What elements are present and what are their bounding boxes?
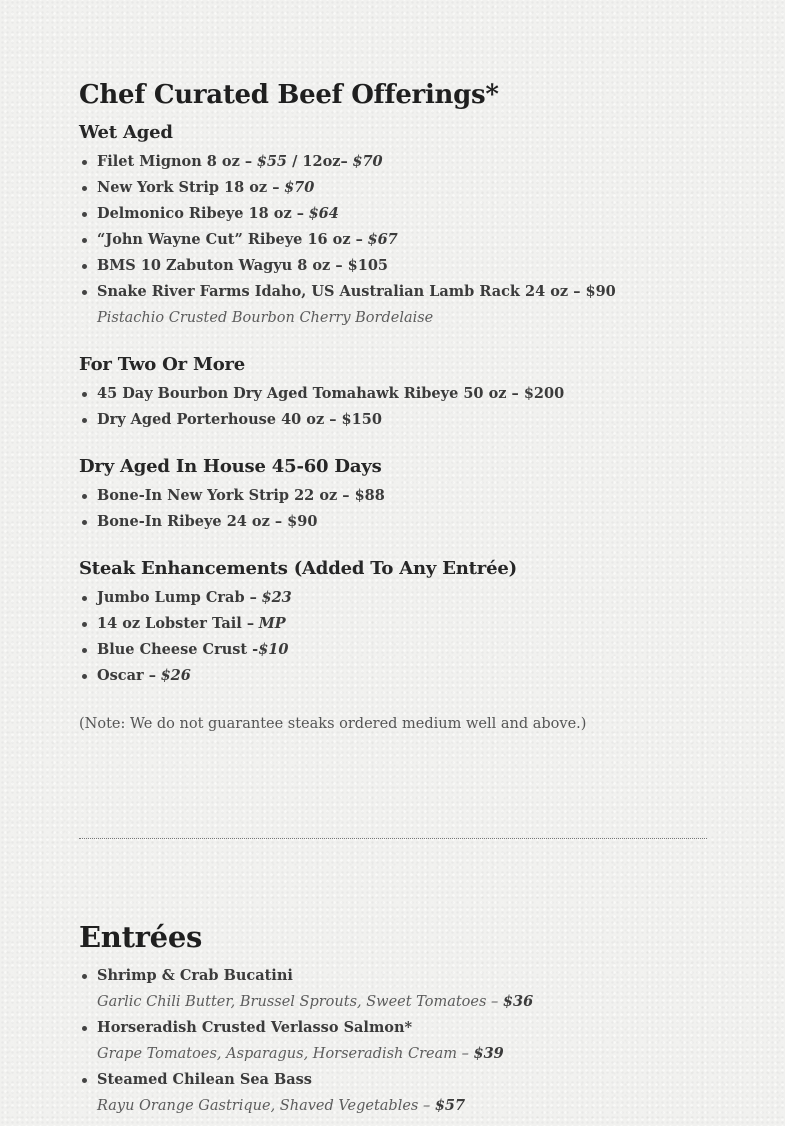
item-name: Steamed Chilean Sea Bass xyxy=(97,1071,312,1088)
list-item xyxy=(79,227,616,253)
list-item xyxy=(79,509,385,535)
list-item xyxy=(79,279,616,331)
list-item xyxy=(79,201,616,227)
item-name: New York Strip 18 oz – xyxy=(97,179,280,196)
item-price: $10 xyxy=(258,641,289,658)
item-name: Dry Aged Porterhouse 40 oz – $150 xyxy=(97,411,382,428)
item-price: $23 xyxy=(261,589,292,606)
item-name: 45 Day Bourbon Dry Aged Tomahawk Ribeye 50 oz – $200 xyxy=(97,385,565,402)
item-price: $57 xyxy=(434,1097,466,1114)
entrees-section xyxy=(79,963,533,1119)
list-item xyxy=(79,483,385,509)
item-price: $39 xyxy=(473,1045,504,1062)
for-two-heading: For Two Or More xyxy=(79,354,246,375)
item-description: Pistachio Crusted Bourbon Cherry Bordelaise xyxy=(97,310,434,326)
list-item xyxy=(79,407,564,433)
dry-aged-heading: Dry Aged In House 45-60 Days xyxy=(79,456,382,477)
entrees-title: Entrées xyxy=(79,920,202,954)
item-price: $36 xyxy=(502,993,534,1010)
list-item xyxy=(79,585,517,611)
item-description: Grape Tomatoes, Asparagus, Horseradish Cream – xyxy=(97,1046,469,1062)
item-price: $64 xyxy=(308,205,339,222)
dry-aged-list xyxy=(79,483,385,535)
item-description: Rayu Orange Gastrique, Shaved Vegetables – xyxy=(97,1098,431,1114)
item-name: Blue Cheese Crust - xyxy=(97,641,259,658)
wet-aged-heading: Wet Aged xyxy=(79,122,173,143)
item-name: Bone-In New York Strip 22 oz – $88 xyxy=(97,487,385,504)
item-name: Delmonico Ribeye 18 oz – xyxy=(97,205,304,222)
item-price: $67 xyxy=(367,231,398,248)
item-name: Jumbo Lump Crab – xyxy=(97,589,257,606)
item-price: $70 xyxy=(284,179,315,196)
item-extra: / 12oz– xyxy=(287,153,348,170)
list-item xyxy=(79,1015,533,1067)
item-name: BMS 10 Zabuton Wagyu 8 oz – $105 xyxy=(97,257,388,274)
list-item xyxy=(79,1067,533,1119)
entrees-list xyxy=(79,963,533,1119)
enhancements-section xyxy=(79,558,517,689)
beef-offerings-title: Chef Curated Beef Offerings* xyxy=(79,80,499,110)
item-name: Snake River Farms Idaho, US Australian Lamb Rack 24 oz – $90 xyxy=(97,283,616,300)
steak-note: (Note: We do not guarantee steaks ordered medium well and above.) xyxy=(79,716,587,732)
item-name: 14 oz Lobster Tail – xyxy=(97,615,255,632)
wet-aged-section xyxy=(79,122,616,331)
list-item xyxy=(79,381,564,407)
item-description: Garlic Chili Butter, Brussel Sprouts, Sweet Tomatoes – xyxy=(97,994,499,1010)
item-name: Horseradish Crusted Verlasso Salmon* xyxy=(97,1019,413,1036)
enhancements-list xyxy=(79,585,517,689)
wet-aged-list xyxy=(79,149,616,331)
section-divider xyxy=(79,838,707,839)
for-two-section xyxy=(79,354,564,433)
list-item xyxy=(79,637,517,663)
item-price: $55 xyxy=(256,153,288,170)
list-item xyxy=(79,175,616,201)
item-price: $70 xyxy=(352,153,383,170)
item-name: Oscar – xyxy=(97,667,156,684)
item-name: Shrimp & Crab Bucatini xyxy=(97,967,293,984)
item-price: MP xyxy=(258,615,286,632)
item-name: Filet Mignon 8 oz – xyxy=(97,153,253,170)
item-name: Bone-In Ribeye 24 oz – $90 xyxy=(97,513,318,530)
list-item xyxy=(79,963,533,1015)
for-two-list xyxy=(79,381,564,433)
list-item xyxy=(79,253,616,279)
dry-aged-section xyxy=(79,456,385,535)
list-item xyxy=(79,663,517,689)
list-item xyxy=(79,611,517,637)
enhancements-heading: Steak Enhancements (Added To Any Entrée) xyxy=(79,558,517,579)
item-price: $26 xyxy=(160,667,191,684)
list-item xyxy=(79,149,616,175)
item-name: “John Wayne Cut” Ribeye 16 oz – xyxy=(97,231,363,248)
